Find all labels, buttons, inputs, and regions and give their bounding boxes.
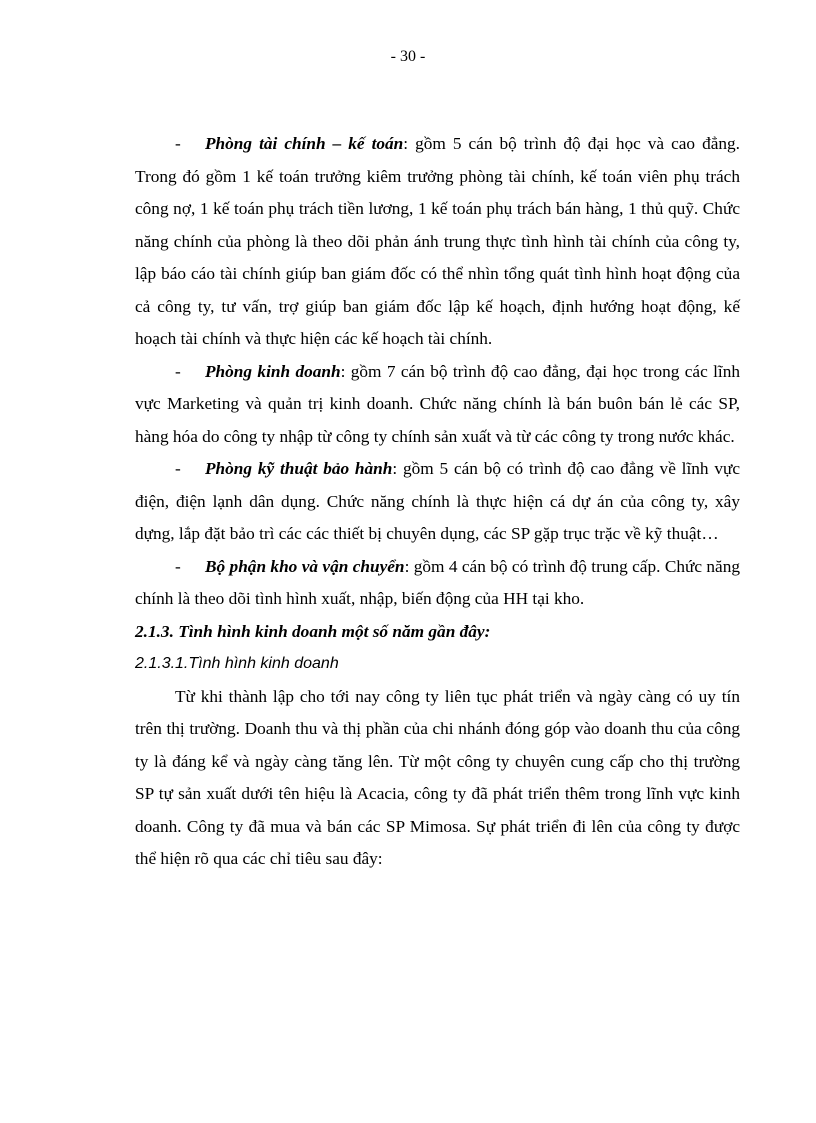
bullet-technical-warranty [135, 453, 740, 551]
bullet-text: : gồm 4 cán bộ có trình độ trung cấp. Chức năng chính là theo dõi tình hình xuất, nhập, biến động của HH tại kho. [135, 556, 740, 608]
bullet-dash: - [175, 361, 181, 381]
section-heading: 2.1.3. Tình hình kinh doanh một số năm gần đây: [135, 621, 491, 641]
section-subheading: 2.1.3.1.Tình hình kinh doanh [135, 655, 339, 672]
bullet-dash: - [175, 556, 181, 576]
bullet-sales [135, 356, 740, 454]
bullet-warehouse-transport [135, 551, 740, 616]
section-paragraph: Từ khi thành lập cho tới nay công ty liên tục phát triển và ngày càng có uy tín trên thị trường. Doanh thu và thị phần của chi nhánh đóng góp vào doanh thu của công ty là đáng kể và ngày càng tăng lên. Từ một công ty chuyên cung cấp cho thị trường SP tự sản xuất dưới tên hiệu là Acacia, công ty đã phát triển thêm trong lĩnh vực kinh doanh. Công ty đã mua và bán các SP Mimosa. Sự phát triển đi lên của công ty được thể hiện rõ qua các chỉ tiêu sau đây: [135, 686, 740, 868]
bullet-text: : gồm 5 cán bộ trình độ đại học và cao đẳng. Trong đó gồm 1 kế toán trưởng kiêm trưởng phòng tài chính, kế toán viên phụ trách công nợ, 1 kế toán phụ trách tiền lương, 1 kế toán phụ trách bán hàng, 1 thủ quỹ. Chức năng chính của phòng là theo dõi phản ánh trung thực tình hình tài chính của công ty, lập báo cáo tài chính giúp ban giám đốc có thể nhìn tổng quát tình hình hoạt động của cả công ty, tư vấn, trợ giúp ban giám đốc lập kế hoạch, định hướng hoạt động, kế hoạch tài chính và thực hiện các kế hoạch tài chính. [135, 134, 740, 348]
bullet-title: Phòng tài chính – kế toán [205, 134, 404, 153]
page-number: - 30 - [390, 48, 426, 65]
bullet-title: Phòng kinh doanh [205, 361, 341, 381]
bullet-title: Bộ phận kho và vận chuyển [205, 556, 405, 576]
bullet-title: Phòng kỹ thuật bảo hành [205, 459, 393, 478]
bullet-text: : gồm 5 cán bộ có trình độ cao đẳng về lĩnh vực điện, điện lạnh dân dụng. Chức năng chính là thực hiện cá dự án của công ty, xây dựng, lắp đặt bảo trì các các thiết bị chuyên dụng, các SP gặp trục trặc về kỹ thuật… [135, 459, 741, 543]
bullet-dash: - [175, 134, 181, 153]
document-body [135, 128, 740, 876]
bullet-text: : gồm 7 cán bộ trình độ cao đẳng, đại học trong các lĩnh vực Marketing và quản trị kinh doanh. Chức năng chính là bán buôn bán lẻ các SP, hàng hóa do công ty nhập từ công ty chính sản xuất và từ các công ty trong nước khác. [135, 361, 740, 446]
bullet-dash: - [175, 459, 181, 478]
bullet-finance-accounting [135, 128, 740, 356]
